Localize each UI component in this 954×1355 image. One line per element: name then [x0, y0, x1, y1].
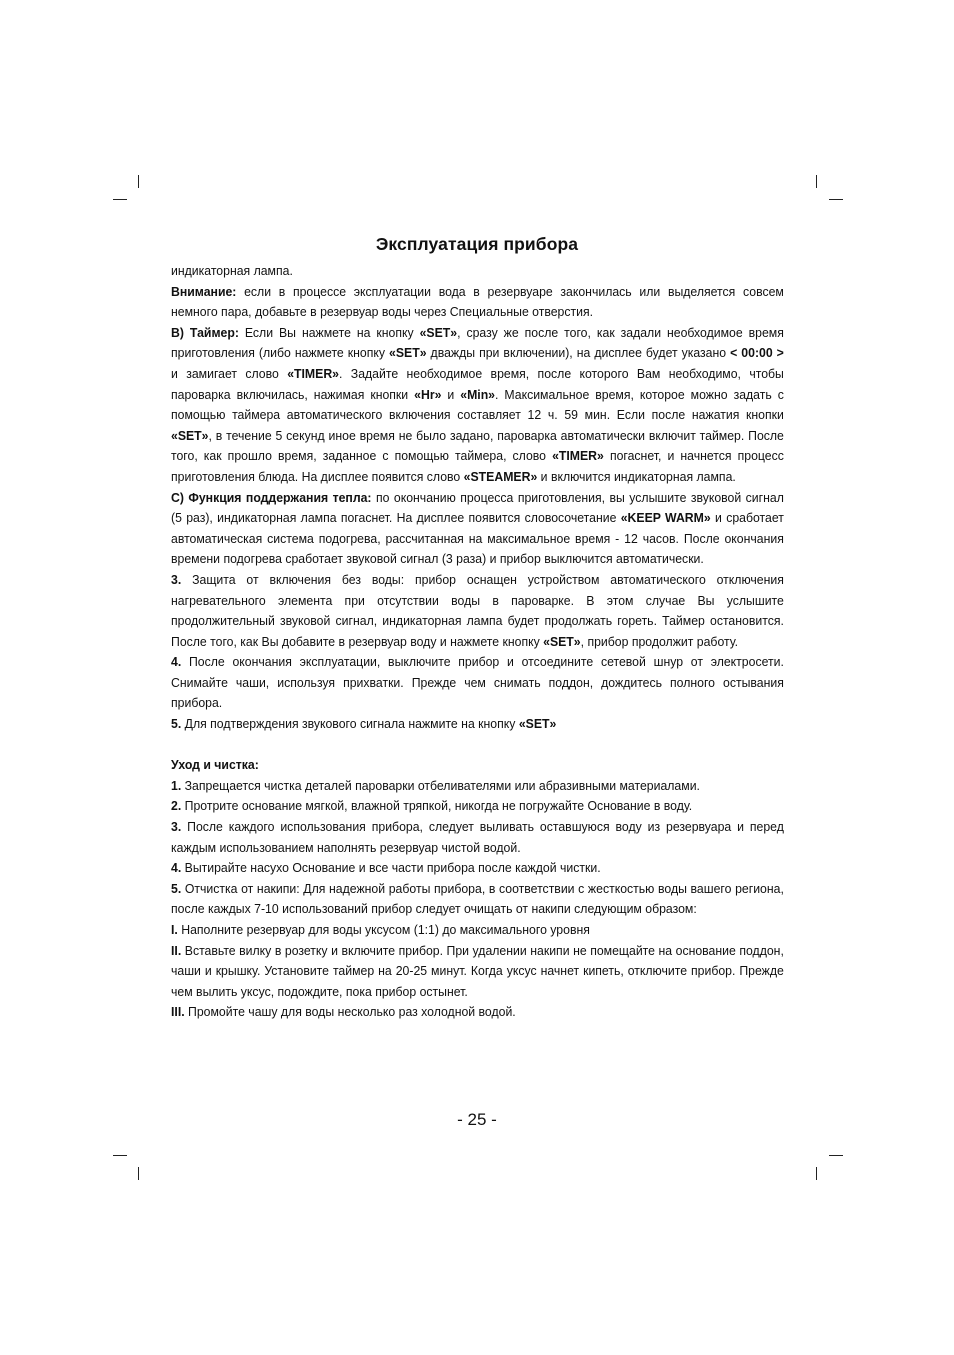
timer-text-3: дважды при включении), на дисплее будет указано: [426, 345, 731, 361]
care-item: [171, 858, 784, 879]
item-5-text: Для подтверждения звукового сигнала нажмите на кнопку: [181, 716, 519, 732]
care-item-text: Отчистка от накипи: Для надежной работы прибора, в соответствии с жесткостью воды вашего региона, после каждых 7-10 использований прибор следует очищать от накипи следующим образом:: [171, 880, 784, 917]
item-3-text-2: , прибор продолжит работу.: [580, 633, 739, 649]
care-item-text: Вытирайте насухо Основание и все части прибора после каждой чистки.: [181, 860, 601, 876]
set-keyword: «SET»: [171, 427, 209, 443]
set-keyword: «SET»: [419, 324, 458, 340]
care-heading-text: Уход и чистка:: [171, 757, 259, 773]
set-keyword: «SET»: [543, 633, 581, 649]
care-item: [171, 776, 784, 797]
keepwarm-text-1: по окончанию процесса приготовления, вы услышите звуковой сигнал (5 раз), индикаторная лампа погаснет. На дисплее появится словосочетание: [171, 489, 784, 526]
timer-text-1: Если Вы нажмете на кнопку: [238, 324, 420, 340]
item-4-paragraph: [171, 652, 784, 714]
crop-mark-bottom-left-vertical: [138, 1167, 139, 1180]
crop-mark-top-right-horizontal: [829, 199, 843, 200]
timer-text-6: и: [441, 386, 461, 402]
care-item: [171, 879, 784, 920]
item-number: 4.: [171, 654, 182, 670]
care-item: [171, 1002, 784, 1023]
care-item-text: После каждого использования прибора, следует выливать оставшуюся воду из резервуара и перед каждым использованием наполнять резервуар чистой водой.: [171, 819, 784, 855]
item-number: I.: [171, 922, 178, 937]
steamer-keyword: «STEAMER»: [463, 468, 538, 484]
crop-mark-top-right-vertical: [816, 175, 817, 188]
crop-mark-top-left-horizontal: [113, 199, 127, 200]
crop-mark-bottom-right-vertical: [816, 1167, 817, 1180]
item-number: 2.: [171, 798, 182, 814]
timer-text-7: . Максимальное время, которое можно задать с помощью таймера автоматического включения составляет 12 ч. 59 мин. Если после нажатия кнопки: [171, 386, 784, 423]
timer-text-5: . Задайте необходимое время, после которого Вам необходимо, чтобы пароварка включилась, нажимая кнопки: [171, 365, 784, 402]
item-number: 1.: [171, 777, 182, 793]
care-item: [171, 920, 784, 941]
crop-mark-bottom-right-horizontal: [829, 1155, 843, 1156]
hr-keyword: «Hr»: [414, 386, 442, 402]
crop-mark-bottom-left-horizontal: [113, 1155, 127, 1156]
item-number: 5.: [171, 716, 182, 732]
keep-warm-keyword: «KEEP WARM»: [620, 510, 711, 526]
item-number: 5.: [171, 880, 182, 896]
item-number: 4.: [171, 860, 182, 876]
display-readout: < 00:00 >: [730, 345, 784, 361]
set-keyword: «SET»: [518, 716, 557, 732]
item-4-text: После окончания эксплуатации, выключите прибор и отсоедините сетевой шнур от электросети. Снимайте чаши, используя прихватки. Прежде чем снимать поддон, дождитесь полного остывания прибора.: [171, 654, 784, 711]
care-item-text: Наполните резервуар для воды уксусом (1:1) до максимального уровня: [177, 922, 590, 937]
item-number: 3.: [171, 819, 182, 835]
item-5-paragraph: [171, 714, 784, 735]
item-number: III.: [171, 1004, 185, 1020]
crop-mark-top-left-vertical: [138, 175, 139, 188]
warning-label: Внимание:: [171, 283, 237, 299]
page-title: Эксплуатация прибора: [375, 234, 579, 254]
warning-paragraph: [171, 282, 784, 323]
care-item: [171, 817, 784, 858]
care-item-text: Запрещается чистка деталей пароварки отбеливателями или абразивными материалами.: [181, 777, 700, 793]
item-number: II.: [171, 942, 182, 958]
care-item-text: Вставьте вилку в розетку и включите прибор. При удалении накипи не помещайте на основание поддон, чаши и крышку. Установите таймер на 20-25 минут. Когда уксус начнет кипеть, отключите прибор. Прежде чем вылить уксус, подождите, пока прибор остынет.: [171, 942, 784, 999]
timer-text-9: погаснет, и начнется процесс приготовления блюда. На дисплее появится слово: [171, 448, 784, 484]
intro-line: индикаторная лампа.: [171, 263, 293, 278]
keepwarm-paragraph: [171, 488, 784, 570]
page-content: [171, 261, 784, 1023]
timer-text-4: и замигает слово: [171, 365, 288, 381]
keepwarm-text-2: и сработает автоматическая система подогрева, рассчитанная на максимальное время - 12 часов. После окончания времени подогрева сработает звуковой сигнал (3 раза) и прибор выключится автоматически.: [171, 510, 784, 567]
keepwarm-label: C) Функция поддержания тепла:: [171, 489, 372, 505]
care-item: [171, 796, 784, 817]
timer-keyword: «TIMER»: [287, 365, 340, 381]
timer-text-10: и включится индикаторная лампа.: [537, 468, 736, 484]
timer-keyword: «TIMER»: [552, 448, 604, 464]
item-3-paragraph: [171, 570, 784, 652]
care-item-text: Промойте чашу для воды несколько раз холодной водой.: [184, 1004, 516, 1020]
set-keyword: «SET»: [389, 345, 427, 361]
page-number: - 25 -: [457, 1110, 497, 1129]
care-item: [171, 941, 784, 1003]
section-gap: [171, 735, 784, 756]
care-heading: [171, 755, 784, 776]
item-number: 3.: [171, 571, 182, 587]
timer-text-8: , в течение 5 секунд иное время не было задано, пароварка автоматически включит таймер. После того, как прошло время, заданное с помощью таймера, слово: [171, 427, 784, 464]
timer-label: B) Таймер:: [171, 324, 239, 340]
timer-paragraph: [171, 323, 784, 488]
min-keyword: «Min»: [460, 386, 496, 402]
care-item-text: Протрите основание мягкой, влажной тряпкой, никогда не погружайте Основание в воду.: [181, 798, 693, 814]
warning-text: если в процессе эксплуатации вода в резервуаре закончилась или выделяется совсем немного пара, добавьте в резервуар воды через Специальные отверстия.: [171, 283, 784, 320]
timer-text-2: , сразу же после того, как задали необходимое время приготовления (либо нажмете кнопку: [171, 324, 784, 361]
item-3-text-1: Защита от включения без воды: прибор оснащен устройством автоматического отключения нагревательного элемента при отсутствии воды в пароварке. В этом случае Вы услышите продолжительный звуковой сигнал, индикаторная лампа будет продолжать гореть. Таймер остановится. После того, как Вы добавите в резервуар воду и нажмете кнопку: [171, 571, 784, 649]
